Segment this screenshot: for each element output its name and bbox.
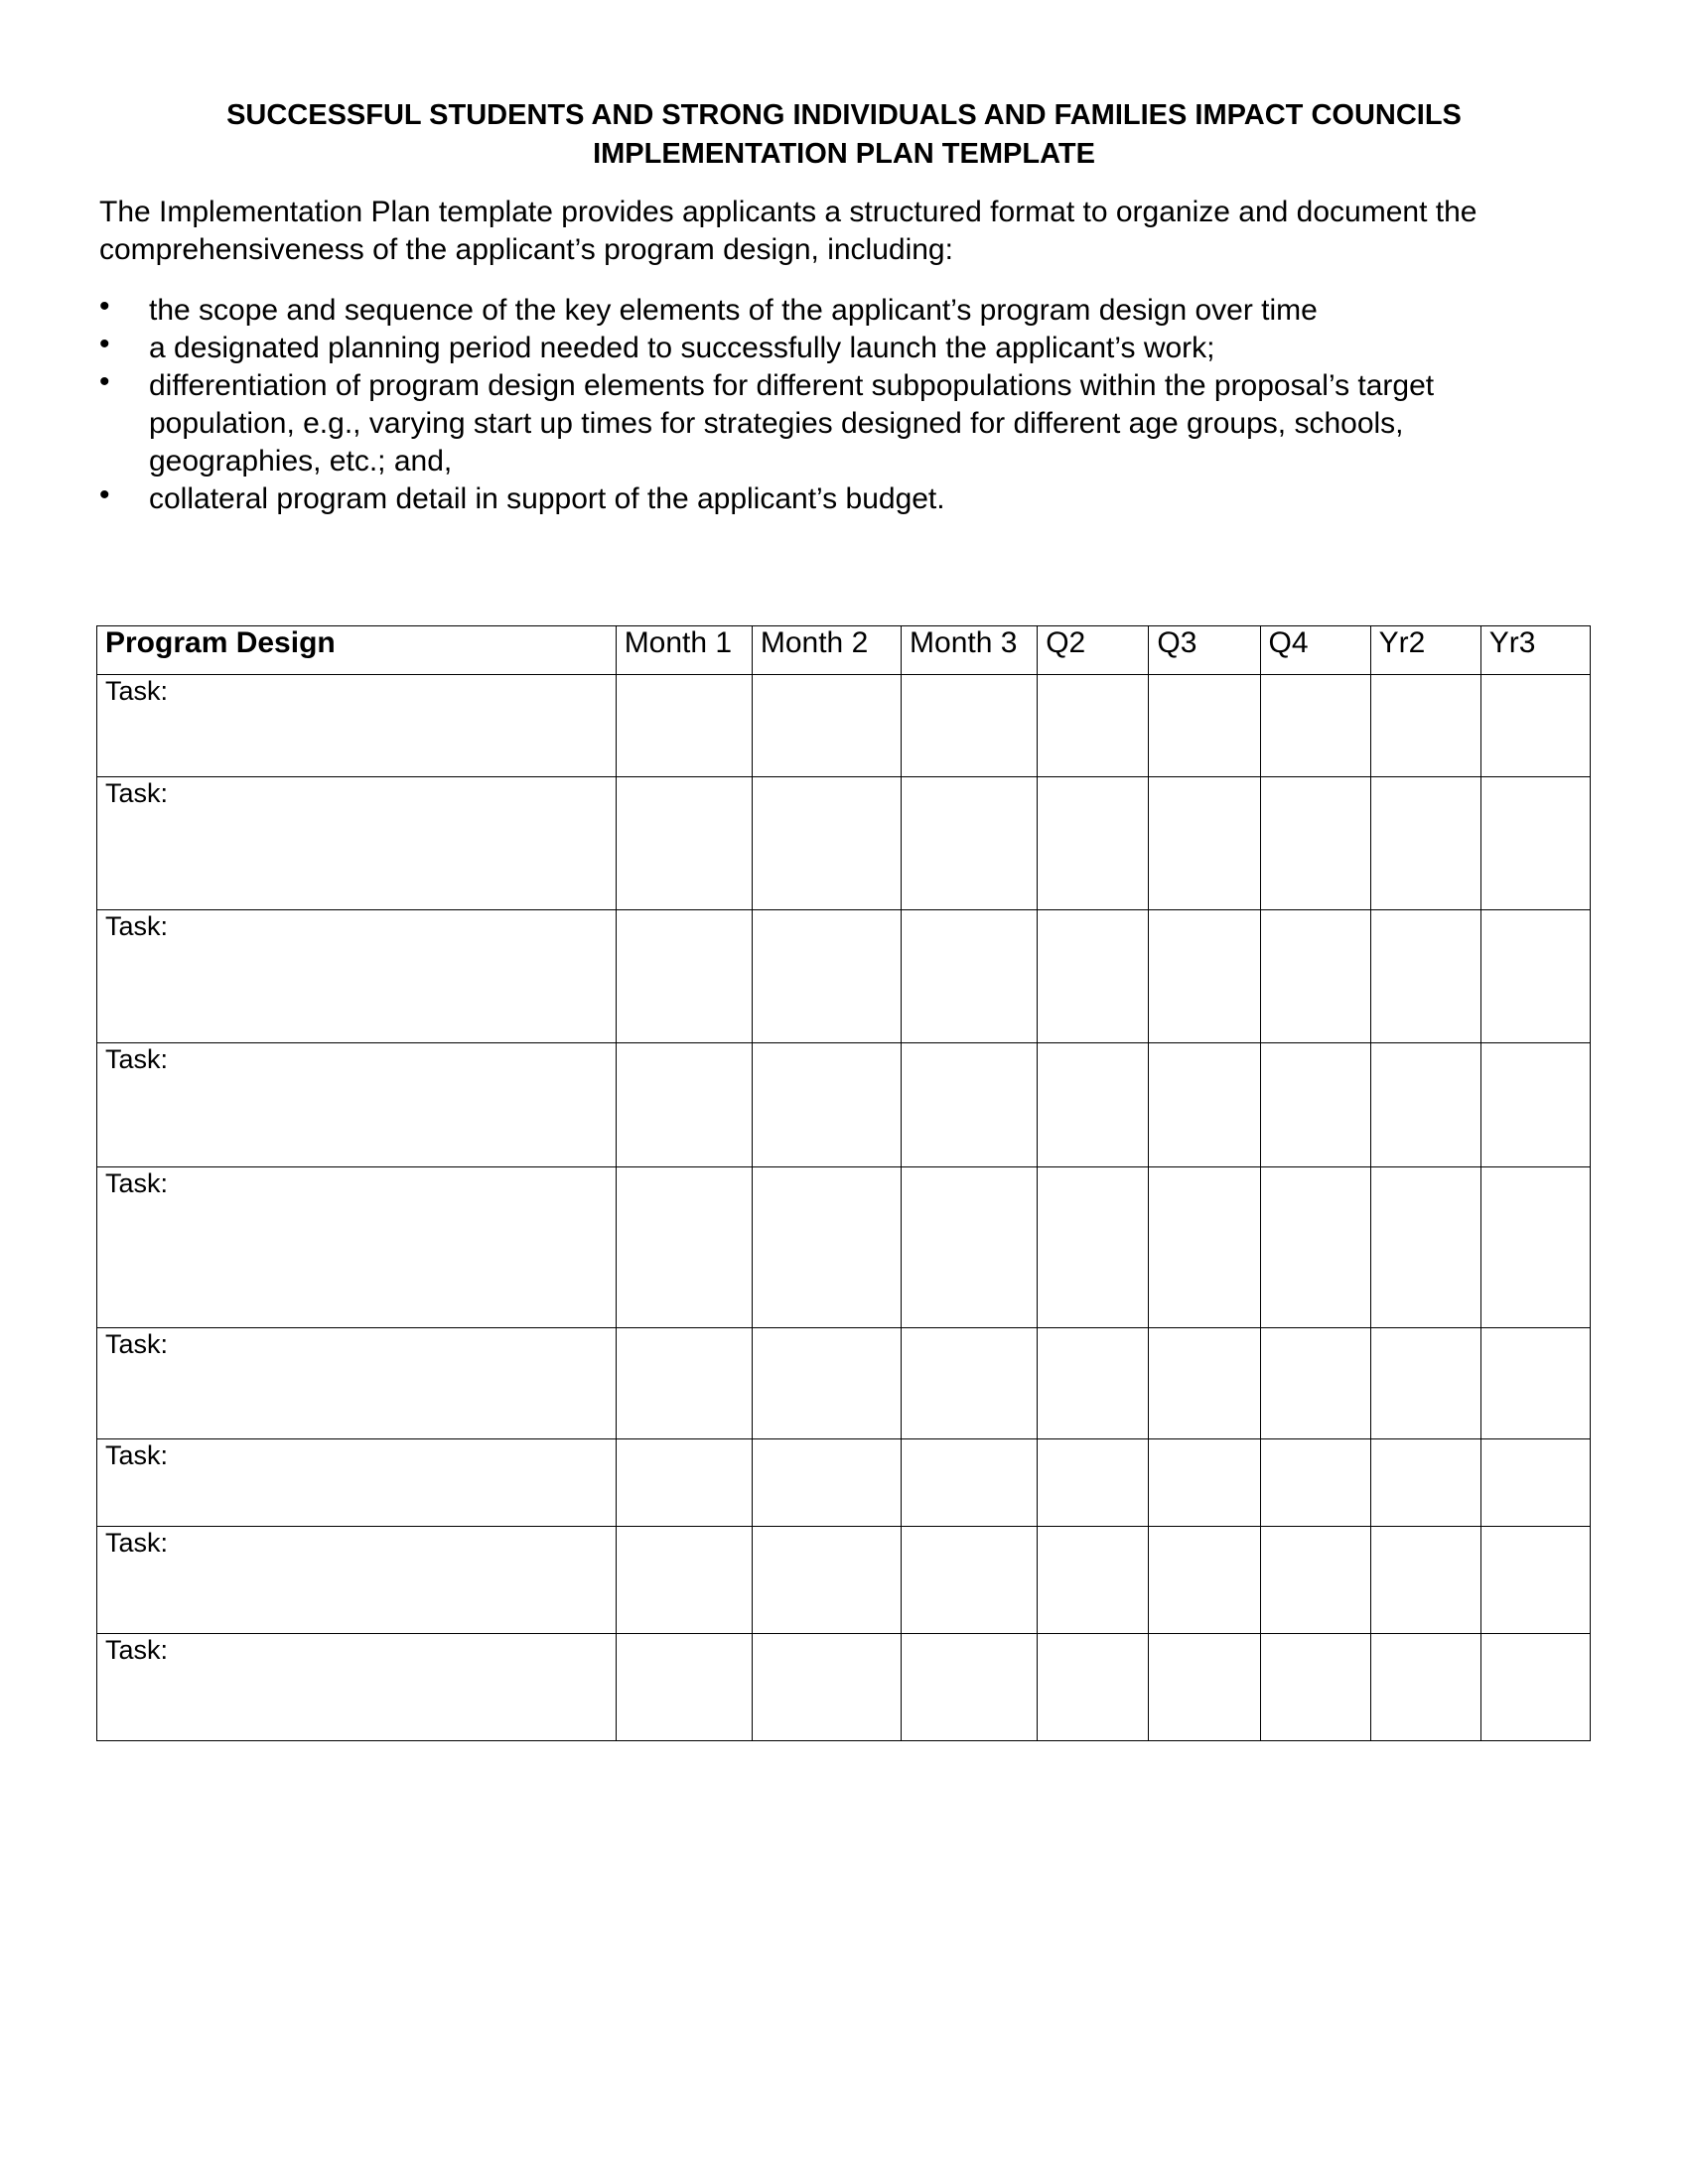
schedule-cell[interactable] bbox=[1260, 1328, 1370, 1439]
bullet-icon: • bbox=[99, 328, 110, 360]
bullet-text: a designated planning period needed to successfully launch the applicant’s work; bbox=[149, 332, 1215, 364]
schedule-cell[interactable] bbox=[1370, 777, 1480, 910]
table-row bbox=[97, 910, 1591, 1043]
schedule-cell[interactable] bbox=[1038, 1527, 1149, 1634]
bullet-icon: • bbox=[99, 365, 110, 398]
schedule-cell[interactable] bbox=[1038, 910, 1149, 1043]
schedule-cell[interactable] bbox=[616, 1527, 752, 1634]
schedule-cell[interactable] bbox=[1038, 1439, 1149, 1527]
table-row bbox=[97, 1439, 1591, 1527]
schedule-cell[interactable] bbox=[1480, 777, 1590, 910]
column-header-q4: Q4 bbox=[1260, 626, 1370, 675]
schedule-cell[interactable] bbox=[616, 910, 752, 1043]
schedule-cell[interactable] bbox=[1149, 1527, 1260, 1634]
schedule-cell[interactable] bbox=[752, 1439, 901, 1527]
table-row bbox=[97, 675, 1591, 777]
schedule-cell[interactable] bbox=[752, 1527, 901, 1634]
task-label-cell[interactable]: Task: bbox=[97, 1043, 617, 1167]
schedule-cell[interactable] bbox=[616, 1167, 752, 1328]
schedule-cell[interactable] bbox=[752, 1043, 901, 1167]
schedule-cell[interactable] bbox=[902, 1043, 1038, 1167]
column-header-month-3: Month 3 bbox=[902, 626, 1038, 675]
schedule-cell[interactable] bbox=[616, 1328, 752, 1439]
schedule-cell[interactable] bbox=[902, 1527, 1038, 1634]
column-header-yr3: Yr3 bbox=[1480, 626, 1590, 675]
bullet-item bbox=[99, 292, 1569, 330]
schedule-cell[interactable] bbox=[1480, 675, 1590, 777]
schedule-cell[interactable] bbox=[902, 1167, 1038, 1328]
schedule-cell[interactable] bbox=[1480, 1439, 1590, 1527]
schedule-cell[interactable] bbox=[1038, 1167, 1149, 1328]
schedule-cell[interactable] bbox=[1480, 1043, 1590, 1167]
schedule-cell[interactable] bbox=[752, 675, 901, 777]
column-header-program-design: Program Design bbox=[97, 626, 617, 675]
schedule-cell[interactable] bbox=[902, 1634, 1038, 1741]
title-line-1: SUCCESSFUL STUDENTS AND STRONG INDIVIDUALS AND FAMILIES IMPACT COUNCILS bbox=[226, 99, 1462, 131]
schedule-cell[interactable] bbox=[1260, 1043, 1370, 1167]
schedule-cell[interactable] bbox=[1260, 777, 1370, 910]
bullet-item bbox=[99, 367, 1569, 480]
task-label-cell[interactable]: Task: bbox=[97, 1328, 617, 1439]
schedule-cell[interactable] bbox=[1370, 1043, 1480, 1167]
schedule-cell[interactable] bbox=[1480, 1328, 1590, 1439]
schedule-cell[interactable] bbox=[1038, 675, 1149, 777]
task-label-cell[interactable]: Task: bbox=[97, 777, 617, 910]
schedule-cell[interactable] bbox=[902, 910, 1038, 1043]
schedule-cell[interactable] bbox=[1149, 1043, 1260, 1167]
table-row bbox=[97, 1167, 1591, 1328]
schedule-cell[interactable] bbox=[1038, 1634, 1149, 1741]
schedule-cell[interactable] bbox=[752, 1328, 901, 1439]
table-body bbox=[97, 675, 1591, 1741]
bullet-icon: • bbox=[99, 290, 110, 323]
column-header-month-1: Month 1 bbox=[616, 626, 752, 675]
bullet-list bbox=[99, 292, 1569, 518]
schedule-cell[interactable] bbox=[752, 910, 901, 1043]
schedule-cell[interactable] bbox=[616, 675, 752, 777]
schedule-cell[interactable] bbox=[752, 777, 901, 910]
task-label-cell[interactable]: Task: bbox=[97, 1167, 617, 1328]
schedule-cell[interactable] bbox=[752, 1634, 901, 1741]
schedule-cell[interactable] bbox=[1149, 910, 1260, 1043]
title-line-2: IMPLEMENTATION PLAN TEMPLATE bbox=[593, 138, 1095, 170]
task-label-cell[interactable]: Task: bbox=[97, 1439, 617, 1527]
schedule-cell[interactable] bbox=[1370, 1167, 1480, 1328]
schedule-cell[interactable] bbox=[1260, 1439, 1370, 1527]
task-label-cell[interactable]: Task: bbox=[97, 910, 617, 1043]
schedule-cell[interactable] bbox=[1260, 1167, 1370, 1328]
table-header-row bbox=[97, 626, 1591, 675]
column-header-yr2: Yr2 bbox=[1370, 626, 1480, 675]
schedule-cell[interactable] bbox=[1370, 1634, 1480, 1741]
task-label-cell[interactable]: Task: bbox=[97, 1527, 617, 1634]
intro-paragraph: The Implementation Plan template provides applicants a structured format to organize and document the comprehensiveness of the applicant’s program design, including: bbox=[99, 196, 1477, 266]
schedule-cell[interactable] bbox=[1149, 675, 1260, 777]
column-header-q2: Q2 bbox=[1038, 626, 1149, 675]
schedule-cell[interactable] bbox=[1260, 675, 1370, 777]
schedule-cell[interactable] bbox=[1370, 675, 1480, 777]
schedule-cell[interactable] bbox=[1370, 1328, 1480, 1439]
bullet-text: the scope and sequence of the key elements of the applicant’s program design over time bbox=[149, 294, 1318, 327]
task-label-cell[interactable]: Task: bbox=[97, 1634, 617, 1741]
schedule-cell[interactable] bbox=[616, 1439, 752, 1527]
schedule-cell[interactable] bbox=[1038, 1328, 1149, 1439]
schedule-cell[interactable] bbox=[1149, 1328, 1260, 1439]
schedule-cell[interactable] bbox=[1038, 777, 1149, 910]
schedule-cell[interactable] bbox=[1260, 1527, 1370, 1634]
task-label-cell[interactable]: Task: bbox=[97, 675, 617, 777]
table-row bbox=[97, 1328, 1591, 1439]
schedule-cell[interactable] bbox=[752, 1167, 901, 1328]
implementation-plan-table bbox=[96, 625, 1591, 1741]
schedule-cell[interactable] bbox=[616, 1043, 752, 1167]
table-row bbox=[97, 777, 1591, 910]
schedule-cell[interactable] bbox=[1370, 1527, 1480, 1634]
column-header-month-2: Month 2 bbox=[752, 626, 901, 675]
table-row bbox=[97, 1527, 1591, 1634]
schedule-cell[interactable] bbox=[1480, 1527, 1590, 1634]
schedule-cell[interactable] bbox=[1480, 1167, 1590, 1328]
document-title bbox=[0, 96, 1688, 174]
schedule-cell[interactable] bbox=[902, 777, 1038, 910]
schedule-cell[interactable] bbox=[1480, 910, 1590, 1043]
bullet-item bbox=[99, 480, 1569, 518]
bullet-text: differentiation of program design elements for different subpopulations within the proposal’s target population, e.g., varying start up times for strategies designed for different age groups, schools, geographies, etc.; and, bbox=[149, 369, 1435, 478]
schedule-cell[interactable] bbox=[1149, 777, 1260, 910]
schedule-cell[interactable] bbox=[1038, 1043, 1149, 1167]
schedule-cell[interactable] bbox=[902, 1439, 1038, 1527]
schedule-cell[interactable] bbox=[902, 1328, 1038, 1439]
schedule-cell[interactable] bbox=[616, 777, 752, 910]
bullet-text: collateral program detail in support of the applicant’s budget. bbox=[149, 482, 945, 515]
table-row bbox=[97, 1634, 1591, 1741]
column-header-q3: Q3 bbox=[1149, 626, 1260, 675]
schedule-cell[interactable] bbox=[616, 1634, 752, 1741]
bullet-icon: • bbox=[99, 478, 110, 511]
bullet-item bbox=[99, 330, 1569, 367]
schedule-cell[interactable] bbox=[1260, 910, 1370, 1043]
schedule-cell[interactable] bbox=[1149, 1439, 1260, 1527]
schedule-cell[interactable] bbox=[902, 675, 1038, 777]
table-row bbox=[97, 1043, 1591, 1167]
schedule-cell[interactable] bbox=[1370, 1439, 1480, 1527]
schedule-cell[interactable] bbox=[1370, 910, 1480, 1043]
schedule-cell[interactable] bbox=[1260, 1634, 1370, 1741]
schedule-cell[interactable] bbox=[1149, 1634, 1260, 1741]
schedule-cell[interactable] bbox=[1149, 1167, 1260, 1328]
schedule-cell[interactable] bbox=[1480, 1634, 1590, 1741]
